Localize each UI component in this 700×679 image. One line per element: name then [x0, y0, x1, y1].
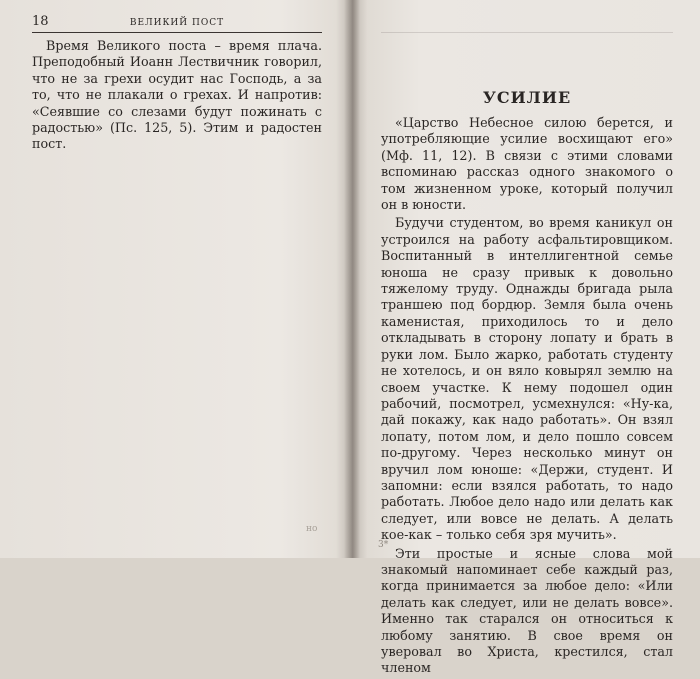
- book-gutter: [344, 0, 360, 558]
- left-running-head: [32, 14, 322, 33]
- right-running-head-bleed: [381, 14, 673, 33]
- running-head-title: ВЕЛИКИЙ ПОСТ: [129, 18, 225, 28]
- right-paragraph-2: Будучи студентом, во время каникул он устроился на работу асфальтировщиком. Воспитанный в интеллигентной семье юноша не сразу привык к довольно тяжелому труду. Однажды бригада рыла траншею под бордюр. Земля была очень каменистая, приходилось то и дело откладывать в сторону лопату и брать в руки лом. Было жарко, работать студенту не хотелось, и он вяло ковырял землю на своем участке. К нему подошел один рабочий, посмотрел, усмехнулся: «Ну-ка, дай покажу, как надо работать». Он взял лопату, потом лом, и дело пошло совсем по-другому. Через несколько минут он вручил лом юноше: «Держи, студент. И запомни: если взялся работать, то надо работать. Любое дело надо или делать как следует, или вовсе не делать. А делать кое-как – только себя зря мучить».: [381, 215, 673, 543]
- page-number: 18: [32, 14, 49, 29]
- left-paragraph: Время Великого поста – время плача. Преподобный Иоанн Лествичник говорил, что не за грехи осудит нас Господь, а за то, что не плакали о грехах. И напротив: «Сеявшие со слезами будут пожинать с радостью» (Пс. 125, 5). Этим и радостен пост.: [32, 38, 322, 152]
- right-page: [381, 14, 673, 679]
- left-bottom-mark: но: [306, 524, 318, 534]
- chapter-title: УСИЛИЕ: [482, 88, 572, 107]
- right-bottom-mark: 3*: [378, 540, 389, 550]
- right-paragraph-1: «Царство Небесное силою берется, и употребляющие усилие восхищают его» (Мф. 11, 12). В связи с этими словами вспоминаю рассказ одного знакомого о том жизненном уроке, который получил он в юности.: [381, 115, 673, 213]
- left-page: [32, 14, 322, 153]
- right-paragraph-3: Эти простые и ясные слова мой знакомый напоминает себе каждый раз, когда принимается за любое дело: «Или делать как следует, или не делать вовсе». Именно так старался он относиться к любому занятию. В свое время он уверовал во Христа, крестился, стал членом: [381, 545, 673, 676]
